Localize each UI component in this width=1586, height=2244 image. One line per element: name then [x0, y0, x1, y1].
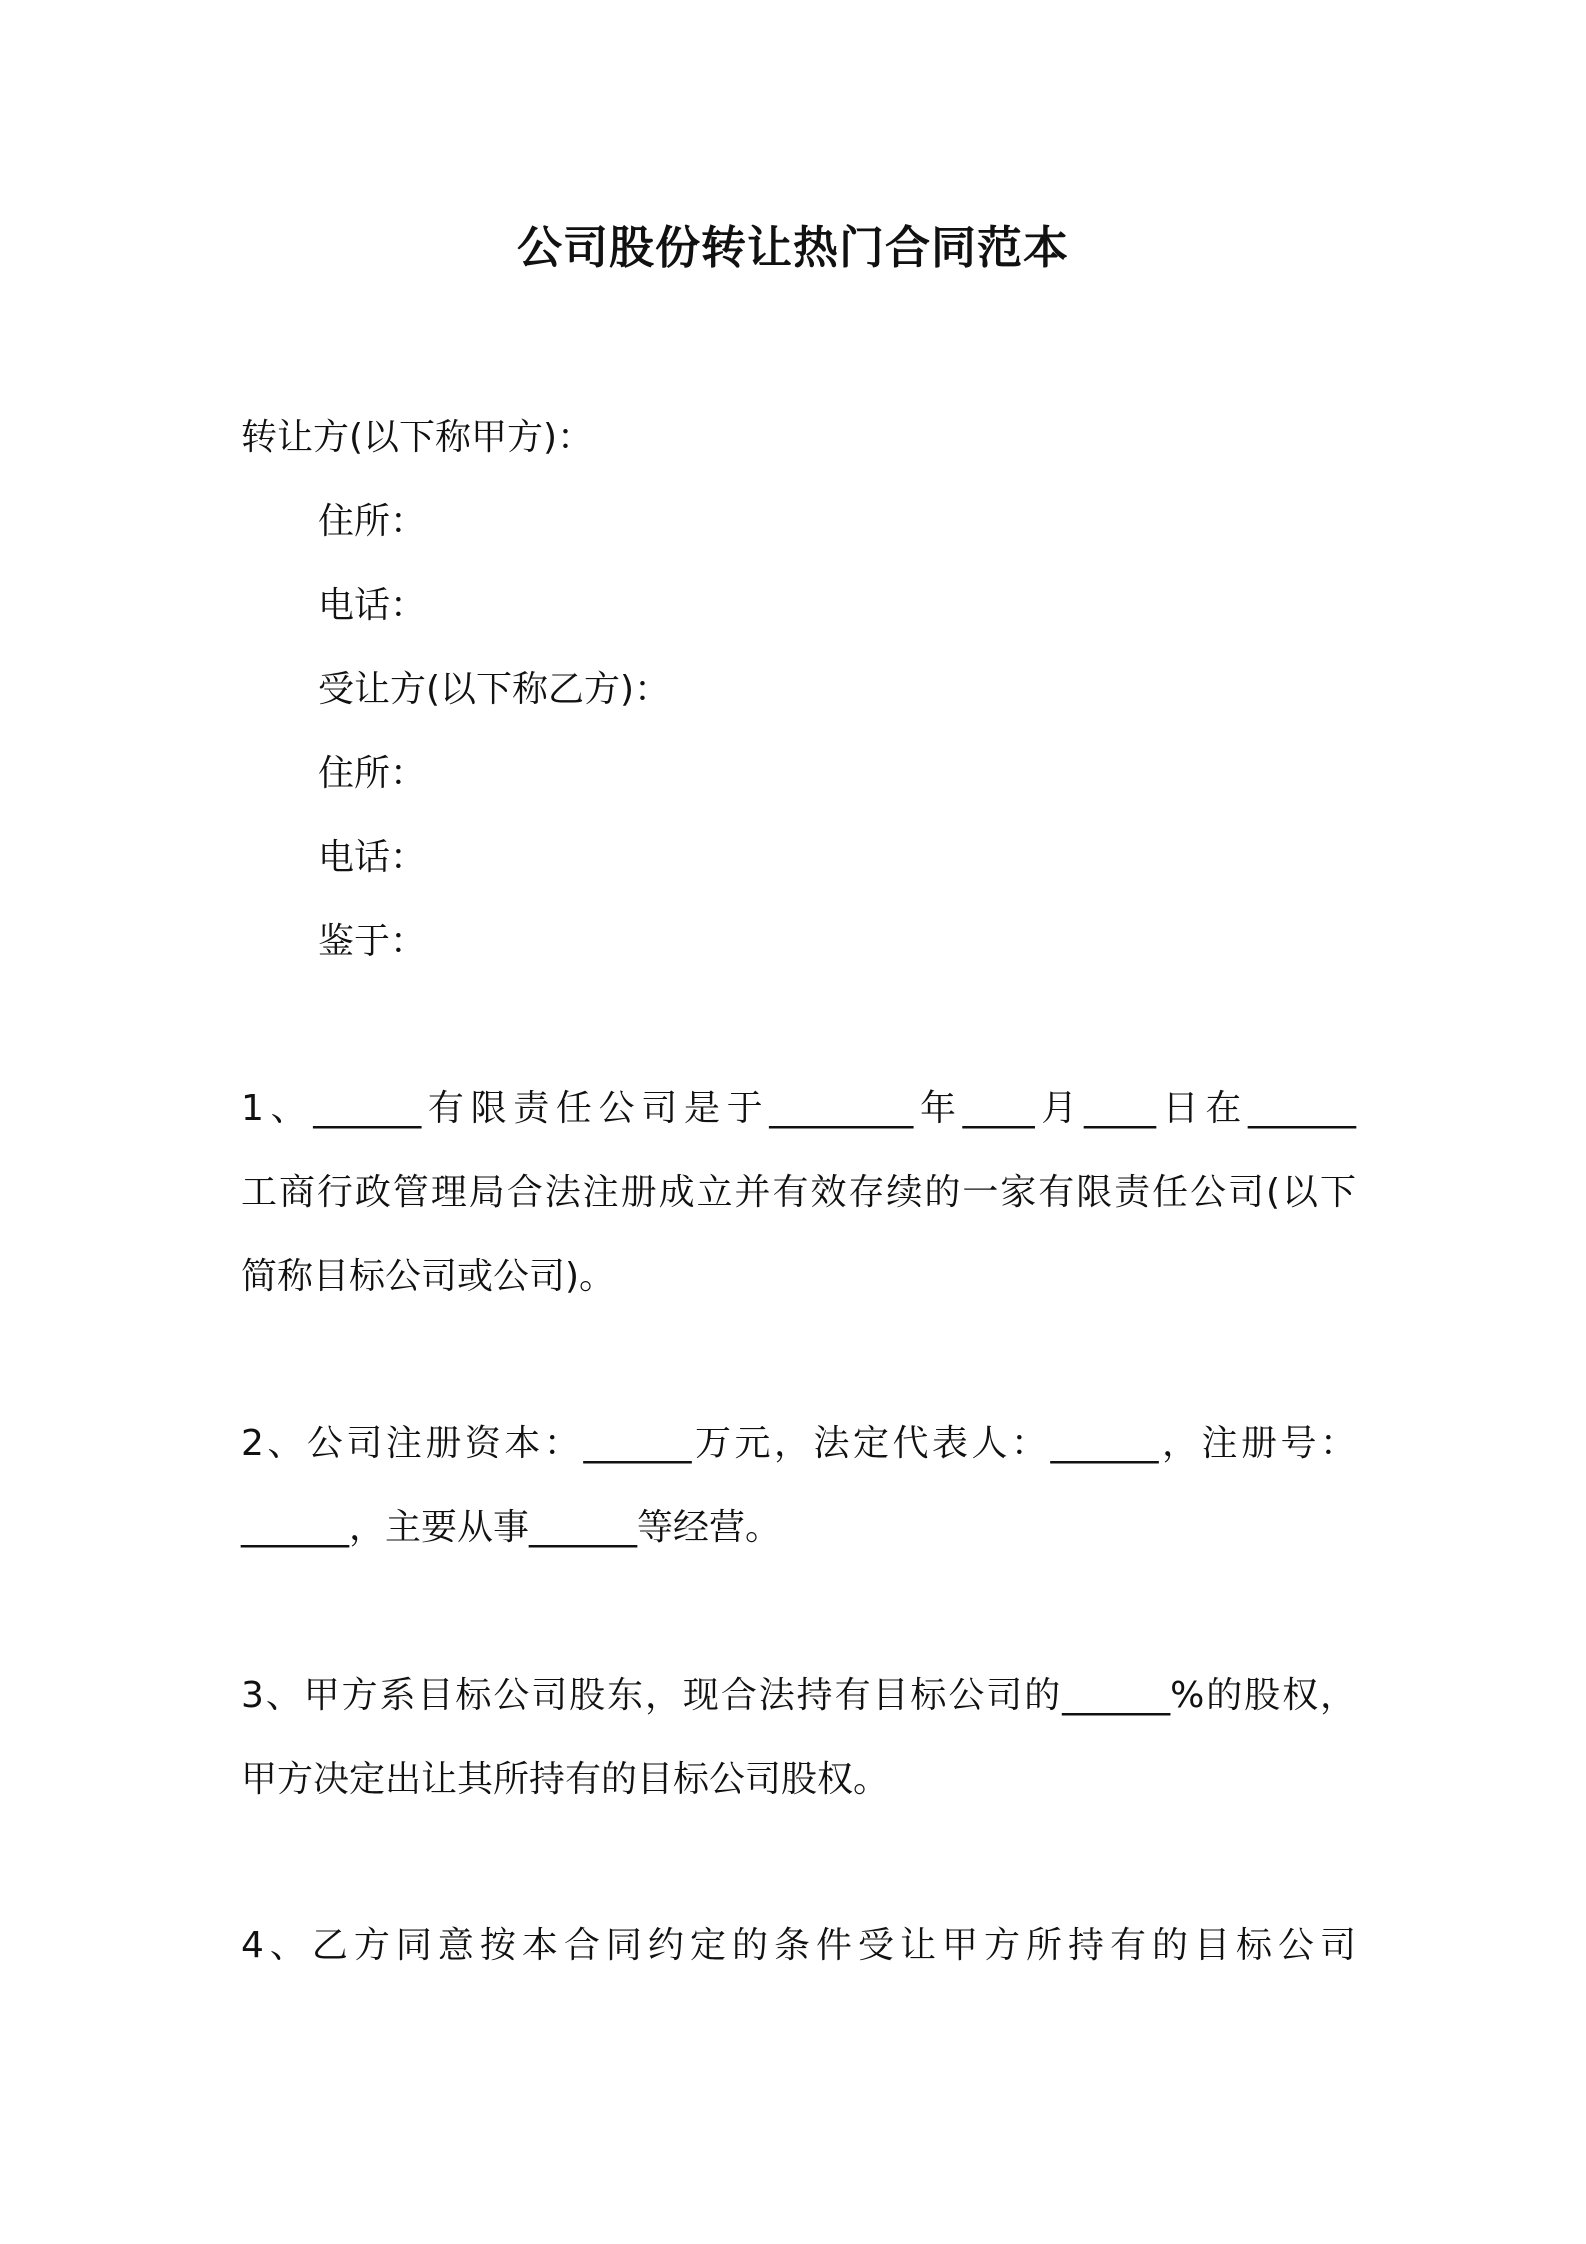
- clause-1-line-3: 简称目标公司或公司)。: [241, 1256, 616, 1297]
- clause-4-line-1: 4、乙方同意按本合同约定的条件受让甲方所持有的目标公司: [241, 1925, 1356, 1966]
- transferor-address-label: 住所：: [318, 501, 427, 542]
- transferor-label: 转让方(以下称甲方)：: [241, 417, 594, 458]
- transferee-phone-label: 电话：: [318, 837, 427, 878]
- clause-1-line-2: 工商行政管理局合法注册成立并有效存续的一家有限责任公司(以下: [241, 1172, 1356, 1213]
- transferee-label: 受让方(以下称乙方)：: [318, 669, 671, 710]
- transferor-phone-label: 电话：: [318, 585, 427, 626]
- whereas-label: 鉴于：: [318, 921, 427, 962]
- clause-2-line-2: ______，主要从事______等经营。: [241, 1507, 782, 1548]
- document-title: 公司股份转让热门合同范本: [516, 221, 1069, 274]
- clause-3-line-1: 3、甲方系目标公司股东，现合法持有目标公司的______%的股权，: [241, 1675, 1356, 1716]
- clause-1-line-1: 1、______有限责任公司是于________年____月____日在______: [241, 1088, 1356, 1129]
- transferee-address-label: 住所：: [318, 753, 427, 794]
- clause-3-line-2: 甲方决定出让其所持有的目标公司股权。: [241, 1759, 890, 1800]
- clause-2-line-1: 2、公司注册资本：______万元，法定代表人：______，注册号：: [241, 1423, 1356, 1464]
